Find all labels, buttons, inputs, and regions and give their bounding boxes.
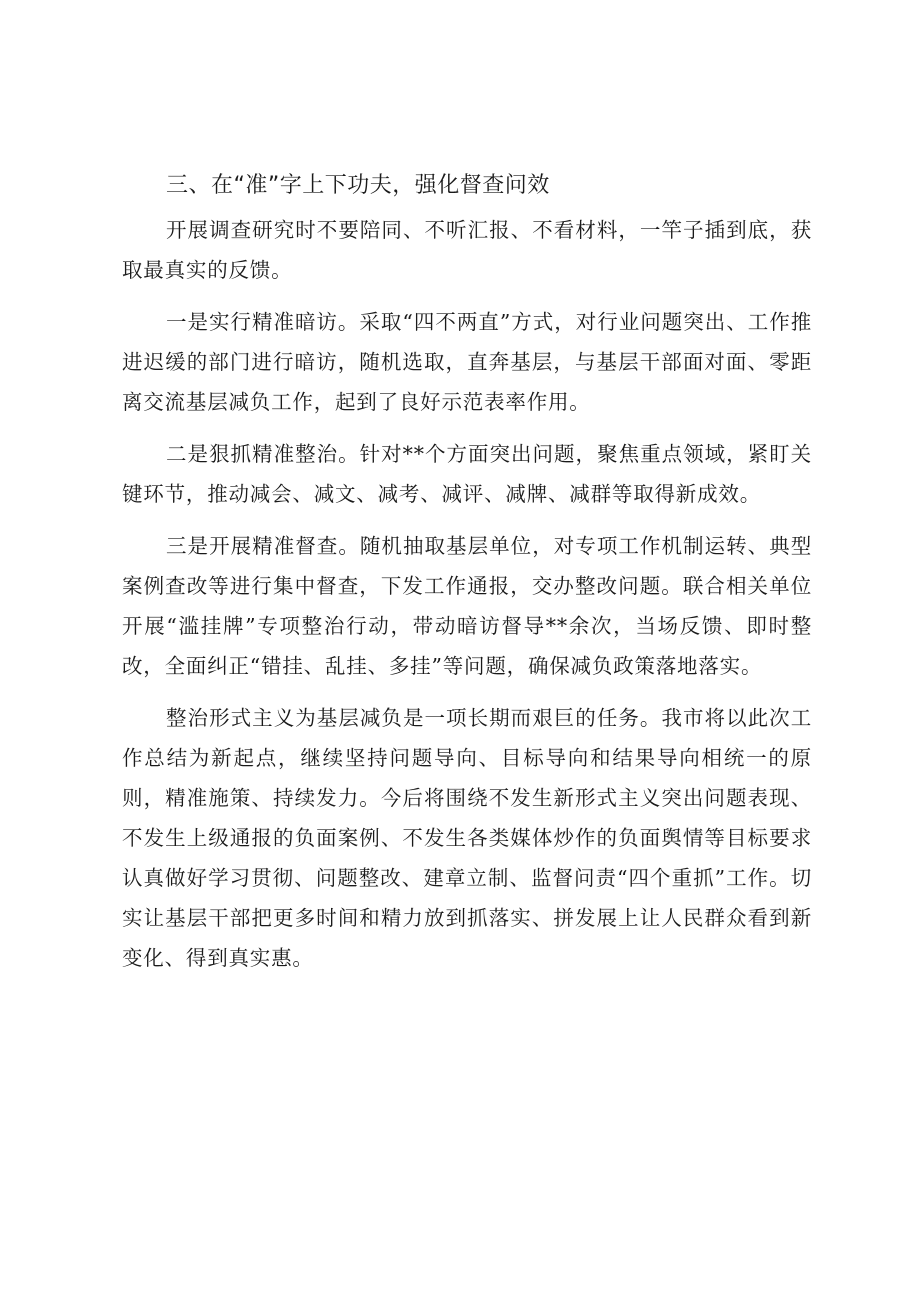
section-heading: 三、在“准”字上下功夫，强化督查问效 <box>166 173 550 198</box>
document-body <box>122 166 812 990</box>
paragraph-point-1: 一是实行精准暗访。采取“四不两直”方式，对行业问题突出、工作推进迟缓的部门进行暗访，随机选取，直奔基层，与基层干部面对面、零距离交流基层减负工作，起到了良好示范表率作用。 <box>122 310 812 414</box>
paragraph-intro: 开展调查研究时不要陪同、不听汇报、不看材料，一竿子插到底，获取最真实的反馈。 <box>122 218 812 282</box>
paragraph-conclusion: 整治形式主义为基层减负是一项长期而艰巨的任务。我市将以此次工作总结为新起点，继续坚持问题导向、目标导向和结果导向相统一的原则，精准施策、持续发力。今后将围绕不发生新形式主义突出问题表现、不发生上级通报的负面案例、不发生各类媒体炒作的负面舆情等目标要求认真做好学习贯彻、问题整改、建章立制、监督问责“四个重抓”工作。切实让基层干部把更多时间和精力放到抓落实、拼发展上让人民群众看到新变化、得到真实惠。 <box>122 706 812 970</box>
paragraph-point-2: 二是狠抓精准整治。针对**个方面突出问题，聚焦重点领域，紧盯关键环节，推动减会、减文、减考、减评、减牌、减群等取得新成效。 <box>122 442 812 506</box>
paragraph-point-3: 三是开展精准督查。随机抽取基层单位，对专项工作机制运转、典型案例查改等进行集中督查，下发工作通报，交办整改问题。联合相关单位开展“滥挂牌”专项整治行动，带动暗访督导**余次，当场反馈、即时整改，全面纠正“错挂、乱挂、多挂”等问题，确保减负政策落地落实。 <box>122 534 812 678</box>
